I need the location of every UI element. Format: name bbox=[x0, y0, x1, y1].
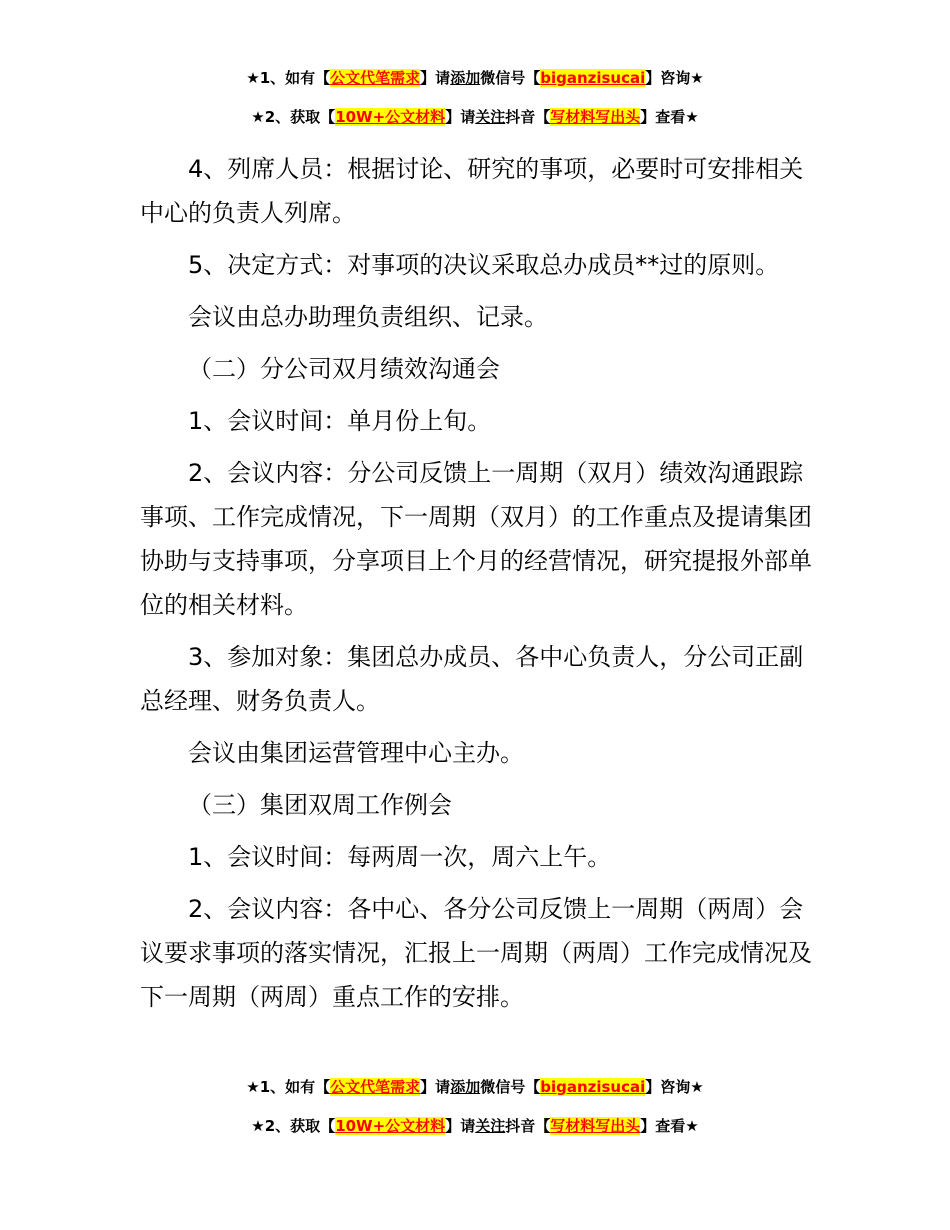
section-heading-2: （二）分公司双月绩效沟通会 bbox=[188, 355, 500, 383]
header-banner-line-1 bbox=[0, 68, 950, 88]
banner-text: ★1、如有【 bbox=[246, 69, 331, 87]
paragraph-organizer: 会议由总办助理负责组织、记录。 bbox=[188, 303, 548, 331]
paragraph-biweekly-time: 1、会议时间：每两周一次，周六上午。 bbox=[188, 843, 612, 871]
materials-link[interactable]: 10W+公文材料 bbox=[335, 1117, 446, 1135]
materials-link[interactable]: 10W+公文材料 bbox=[335, 108, 446, 126]
section-heading-3: （三）集团双周工作例会 bbox=[188, 791, 452, 819]
document-body bbox=[140, 147, 812, 1027]
banner-text: 微信号【 bbox=[480, 69, 541, 87]
paragraph-meeting-content: 2、会议内容：分公司反馈上一周期（双月）绩效沟通跟踪事项、工作完成情况，下一周期（双月）的工作重点及提请集团协助与支持事项，分享项目上个月的经营情况，研究提报外部单位的相关材料。 bbox=[140, 459, 812, 619]
banner-text: ★1、如有【 bbox=[246, 1078, 331, 1096]
paragraph-decision-method: 5、决定方式：对事项的决议采取总办成员**过的原则。 bbox=[188, 251, 780, 279]
banner-text: 抖音【 bbox=[505, 108, 551, 126]
banner-text: 】请 bbox=[445, 108, 476, 126]
paragraph-participants: 3、参加对象：集团总办成员、各中心负责人，分公司正副总经理、财务负责人。 bbox=[140, 643, 804, 715]
douyin-account-link[interactable]: 写材料写出头 bbox=[550, 1117, 641, 1135]
douyin-account-link[interactable]: 写材料写出头 bbox=[550, 108, 641, 126]
banner-text: 】咨询★ bbox=[645, 69, 704, 87]
banner-text: 】咨询★ bbox=[645, 1078, 704, 1096]
banner-text: 抖音【 bbox=[505, 1117, 551, 1135]
wechat-id-link[interactable]: biganzisucai bbox=[540, 1078, 646, 1096]
banner-text: 微信号【 bbox=[480, 1078, 541, 1096]
paragraph-biweekly-content: 2、会议内容：各中心、各分公司反馈上一周期（两周）会议要求事项的落实情况，汇报上一周期（两周）工作完成情况及下一周期（两周）重点工作的安排。 bbox=[140, 895, 812, 1011]
banner-text-underlined: 添加 bbox=[450, 1078, 481, 1096]
banner-text: 】查看★ bbox=[640, 1117, 699, 1135]
banner-text: ★2、获取【 bbox=[251, 1117, 336, 1135]
banner-text: 】请 bbox=[445, 1117, 476, 1135]
ghostwriting-link[interactable]: 公文代笔需求 bbox=[330, 69, 421, 87]
paragraph-attendees: 4、列席人员：根据讨论、研究的事项，必要时可安排相关中心的负责人列席。 bbox=[140, 155, 804, 227]
banner-text: 】查看★ bbox=[640, 108, 699, 126]
banner-text: 】请 bbox=[420, 69, 451, 87]
banner-text: 】请 bbox=[420, 1078, 451, 1096]
banner-text-underlined: 关注 bbox=[475, 1117, 506, 1135]
banner-text: ★2、获取【 bbox=[251, 108, 336, 126]
paragraph-host: 会议由集团运营管理中心主办。 bbox=[188, 739, 524, 767]
footer-banner-line-2 bbox=[0, 1116, 950, 1136]
paragraph-meeting-time: 1、会议时间：单月份上旬。 bbox=[188, 407, 492, 435]
banner-text-underlined: 关注 bbox=[475, 108, 506, 126]
banner-text-underlined: 添加 bbox=[450, 69, 481, 87]
header-banner-line-2 bbox=[0, 107, 950, 127]
footer-banner-line-1 bbox=[0, 1077, 950, 1097]
wechat-id-link[interactable]: biganzisucai bbox=[540, 69, 646, 87]
ghostwriting-link[interactable]: 公文代笔需求 bbox=[330, 1078, 421, 1096]
